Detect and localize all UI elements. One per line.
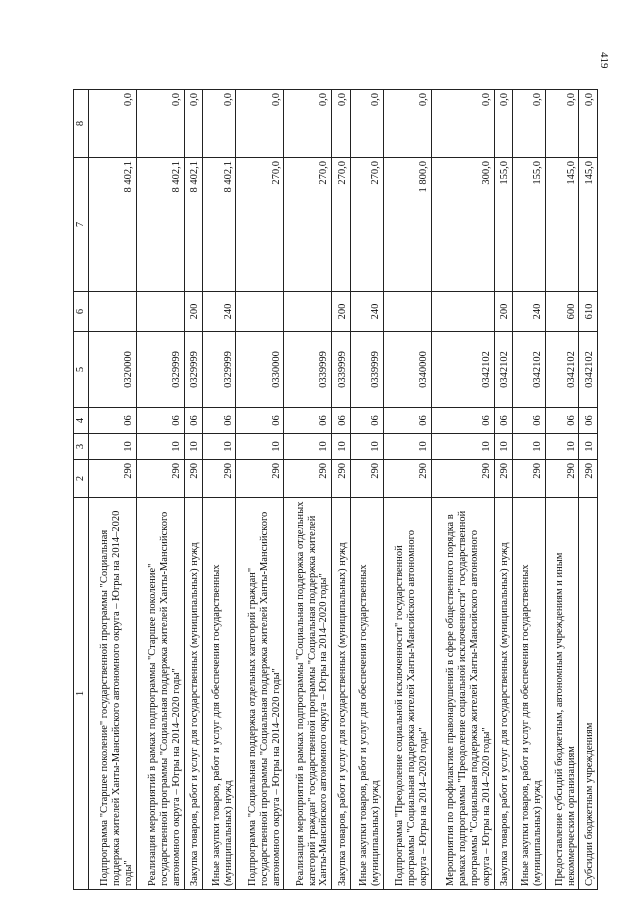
cell-c3: 10 [203, 434, 236, 460]
table-row [284, 90, 332, 890]
row-label: Закупка товаров, работ и услуг для государственных (муниципальных) нужд [184, 498, 202, 890]
rotated-table-container [73, 90, 598, 890]
cell-c8: 0,0 [332, 90, 350, 158]
row-label: Реализация мероприятий в рамках подпрограммы "Старшее поколение" государственной программы "Социальная поддержка жителей Ханты-Мансийского автономного округа – Югры на 2014–2020 годы" [136, 498, 184, 890]
cell-c7: 300,0 [431, 158, 494, 292]
cell-c3: 10 [579, 434, 598, 460]
cell-c4: 06 [513, 408, 546, 434]
cell-c5: 0340000 [383, 332, 431, 408]
table-row [203, 90, 236, 890]
cell-c3: 10 [494, 434, 512, 460]
cell-c4: 06 [203, 408, 236, 434]
cell-c4: 06 [494, 408, 512, 434]
row-label: Мероприятия по профилактике правонарушений в сфере общественного порядка в рамках подпрограммы "Преодоление социальной исключенности" государственной программы "Социальная поддержка жителей Ханты-Мансийского автономного округа – Югры на 2014–2020 годы" [431, 498, 494, 890]
cell-c6: 240 [350, 292, 383, 332]
cell-c4: 06 [136, 408, 184, 434]
table-row [350, 90, 383, 890]
header-cell: 4 [74, 408, 89, 434]
header-cell: 5 [74, 332, 89, 408]
cell-c2: 290 [284, 460, 332, 498]
cell-c3: 10 [383, 434, 431, 460]
cell-c8: 0,0 [350, 90, 383, 158]
cell-c5: 0320000 [89, 332, 137, 408]
cell-c8: 0,0 [203, 90, 236, 158]
table-row [546, 90, 579, 890]
cell-c2: 290 [184, 460, 202, 498]
cell-c2: 290 [383, 460, 431, 498]
row-label: Закупка товаров, работ и услуг для государственных (муниципальных) нужд [332, 498, 350, 890]
cell-c8: 0,0 [494, 90, 512, 158]
cell-c6: 200 [494, 292, 512, 332]
page-number: 419 [598, 52, 610, 69]
row-label: Подпрограмма "Преодоление социальной исключенности" государственной программы "Социальная поддержка жителей Ханты-Мансийского автономного округа – Югры на 2014–2020 годы" [383, 498, 431, 890]
cell-c8: 0,0 [579, 90, 598, 158]
cell-c3: 10 [513, 434, 546, 460]
cell-c7: 145,0 [546, 158, 579, 292]
cell-c5: 0339999 [350, 332, 383, 408]
cell-c5: 0339999 [332, 332, 350, 408]
cell-c6: 240 [513, 292, 546, 332]
cell-c4: 06 [350, 408, 383, 434]
cell-c8: 0,0 [431, 90, 494, 158]
cell-c4: 06 [546, 408, 579, 434]
cell-c7: 270,0 [350, 158, 383, 292]
cell-c6 [89, 292, 137, 332]
cell-c7: 145,0 [579, 158, 598, 292]
cell-c2: 290 [579, 460, 598, 498]
cell-c3: 10 [546, 434, 579, 460]
row-label: Реализация мероприятий в рамках подпрограммы "Социальная поддержка отдельных категорий граждан" государственной программы "Социальная поддержка жителей Ханты-Мансийского автономного округа – Югры на 2014–2020 годы" [284, 498, 332, 890]
header-cell: 7 [74, 158, 89, 292]
row-label: Субсидии бюджетным учреждениям [579, 498, 598, 890]
cell-c7: 155,0 [513, 158, 546, 292]
row-label: Предоставление субсидий бюджетным, автономным учреждениям и иным некоммерческим организациям [546, 498, 579, 890]
cell-c4: 06 [332, 408, 350, 434]
cell-c3: 10 [89, 434, 137, 460]
cell-c4: 06 [89, 408, 137, 434]
table-body [89, 90, 598, 890]
cell-c7: 270,0 [236, 158, 284, 292]
cell-c2: 290 [513, 460, 546, 498]
table-row [136, 90, 184, 890]
cell-c6 [236, 292, 284, 332]
cell-c5: 0342102 [579, 332, 598, 408]
cell-c2: 290 [546, 460, 579, 498]
table-row [184, 90, 202, 890]
cell-c8: 0,0 [236, 90, 284, 158]
cell-c6 [431, 292, 494, 332]
table-row [332, 90, 350, 890]
row-label: Иные закупки товаров, работ и услуг для обеспечения государственных (муниципальных) нужд [350, 498, 383, 890]
cell-c7: 8 402,1 [184, 158, 202, 292]
table-row [579, 90, 598, 890]
cell-c4: 06 [431, 408, 494, 434]
cell-c2: 290 [203, 460, 236, 498]
cell-c5: 0339999 [284, 332, 332, 408]
row-label: Иные закупки товаров, работ и услуг для обеспечения государственных (муниципальных) нужд [513, 498, 546, 890]
table-header-row [74, 90, 89, 890]
cell-c6 [136, 292, 184, 332]
cell-c7: 8 402,1 [136, 158, 184, 292]
cell-c8: 0,0 [383, 90, 431, 158]
cell-c2: 290 [89, 460, 137, 498]
table-row [431, 90, 494, 890]
cell-c2: 290 [236, 460, 284, 498]
cell-c4: 06 [184, 408, 202, 434]
cell-c3: 10 [136, 434, 184, 460]
cell-c5: 0330000 [236, 332, 284, 408]
cell-c8: 0,0 [184, 90, 202, 158]
cell-c5: 0342102 [431, 332, 494, 408]
cell-c5: 0329999 [184, 332, 202, 408]
cell-c8: 0,0 [89, 90, 137, 158]
cell-c5: 0342102 [513, 332, 546, 408]
cell-c7: 270,0 [284, 158, 332, 292]
cell-c5: 0329999 [136, 332, 184, 408]
cell-c3: 10 [284, 434, 332, 460]
cell-c6: 200 [332, 292, 350, 332]
cell-c5: 0342102 [494, 332, 512, 408]
cell-c7: 270,0 [332, 158, 350, 292]
cell-c2: 290 [431, 460, 494, 498]
cell-c4: 06 [236, 408, 284, 434]
cell-c7: 8 402,1 [89, 158, 137, 292]
budget-table [73, 89, 598, 890]
cell-c5: 0342102 [546, 332, 579, 408]
cell-c6: 600 [546, 292, 579, 332]
cell-c7: 1 800,0 [383, 158, 431, 292]
cell-c2: 290 [136, 460, 184, 498]
row-label: Подпрограмма "Социальная поддержка отдельных категорий граждан" государственной программы "Социальная поддержка жителей Ханты-Мансийского автономного округа – Югры на 2014–2020 годы" [236, 498, 284, 890]
table-row [89, 90, 137, 890]
table-row [513, 90, 546, 890]
row-label: Иные закупки товаров, работ и услуг для обеспечения государственных (муниципальных) нужд [203, 498, 236, 890]
cell-c2: 290 [350, 460, 383, 498]
cell-c2: 290 [332, 460, 350, 498]
row-label: Закупка товаров, работ и услуг для государственных (муниципальных) нужд [494, 498, 512, 890]
header-cell: 6 [74, 292, 89, 332]
cell-c8: 0,0 [513, 90, 546, 158]
cell-c7: 8 402,1 [203, 158, 236, 292]
table-row [494, 90, 512, 890]
table-row [383, 90, 431, 890]
header-cell: 8 [74, 90, 89, 158]
cell-c6 [284, 292, 332, 332]
row-label: Подпрограмма "Старшее поколение" государственной программы "Социальная поддержка жителей Ханты-Мансийского автономного округа – Югры на 2014–2020 годы" [89, 498, 137, 890]
header-cell: 1 [74, 498, 89, 890]
cell-c3: 10 [236, 434, 284, 460]
cell-c3: 10 [332, 434, 350, 460]
cell-c5: 0329999 [203, 332, 236, 408]
cell-c6: 200 [184, 292, 202, 332]
cell-c7: 155,0 [494, 158, 512, 292]
cell-c4: 06 [579, 408, 598, 434]
cell-c8: 0,0 [546, 90, 579, 158]
cell-c3: 10 [431, 434, 494, 460]
cell-c3: 10 [184, 434, 202, 460]
cell-c8: 0,0 [284, 90, 332, 158]
cell-c6: 610 [579, 292, 598, 332]
cell-c3: 10 [350, 434, 383, 460]
cell-c4: 06 [284, 408, 332, 434]
cell-c6 [383, 292, 431, 332]
cell-c2: 290 [494, 460, 512, 498]
table-row [236, 90, 284, 890]
header-cell: 2 [74, 460, 89, 498]
header-cell: 3 [74, 434, 89, 460]
cell-c8: 0,0 [136, 90, 184, 158]
cell-c6: 240 [203, 292, 236, 332]
cell-c4: 06 [383, 408, 431, 434]
